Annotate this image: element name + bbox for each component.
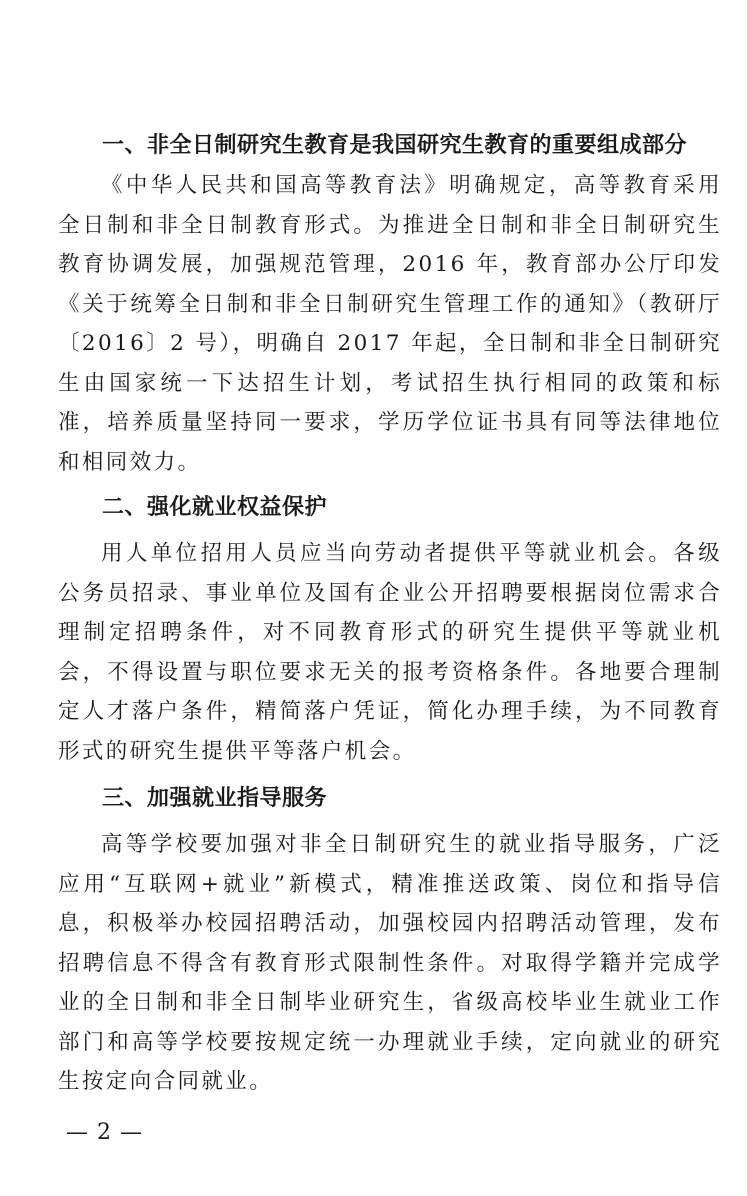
page-number: — 2 — <box>66 1120 143 1145</box>
section-2-heading: 二、强化就业权益保护 <box>102 494 328 520</box>
section-3-heading: 三、加强就业指导服务 <box>102 785 328 811</box>
section-3-paragraph: 高等学校要加强对非全日制研究生的就业指导服务，广泛应用“互联网+就业”新模式，精准推送政策、岗位和指导信息，积极举办校园招聘活动，加强校园内招聘活动管理，发布招聘信息不得含有教育形式限制性条件。对取得学籍并完成学业的全日制和非全日制毕业研究生，省级高校毕业生就业工作部门和高等学校要按规定统一办理就业手续，定向就业的研究生按定向合同就业。 <box>58 832 722 1094</box>
section-1-heading: 一、非全日制研究生教育是我国研究生教育的重要组成部分 <box>102 132 688 158</box>
section-1-paragraph: 《中华人民共和国高等教育法》明确规定，高等教育采用全日制和非全日制教育形式。为推进全日制和非全日制研究生教育协调发展，加强规范管理，2016 年，教育部办公厅印发《关于统筹全日制和非全日制研究生管理工作的通知》（教研厅〔2016〕2 号），明确自 2017 年起，全日制和非全日制研究生由国家统一下达招生计划，考试招生执行相同的政策和标准，培养质量坚持同一要求，学历学位证书具有同等法律地位和相同效力。 <box>58 173 722 475</box>
section-2-paragraph: 用人单位招用人员应当向劳动者提供平等就业机会。各级公务员招录、事业单位及国有企业公开招聘要根据岗位需求合理制定招聘条件，对不同教育形式的研究生提供平等就业机会，不得设置与职位要求无关的报考资格条件。各地要合理制定人才落户条件，精简落户凭证，简化办理手续，为不同教育形式的研究生提供平等落户机会。 <box>58 541 722 764</box>
document-body <box>58 128 722 1102</box>
